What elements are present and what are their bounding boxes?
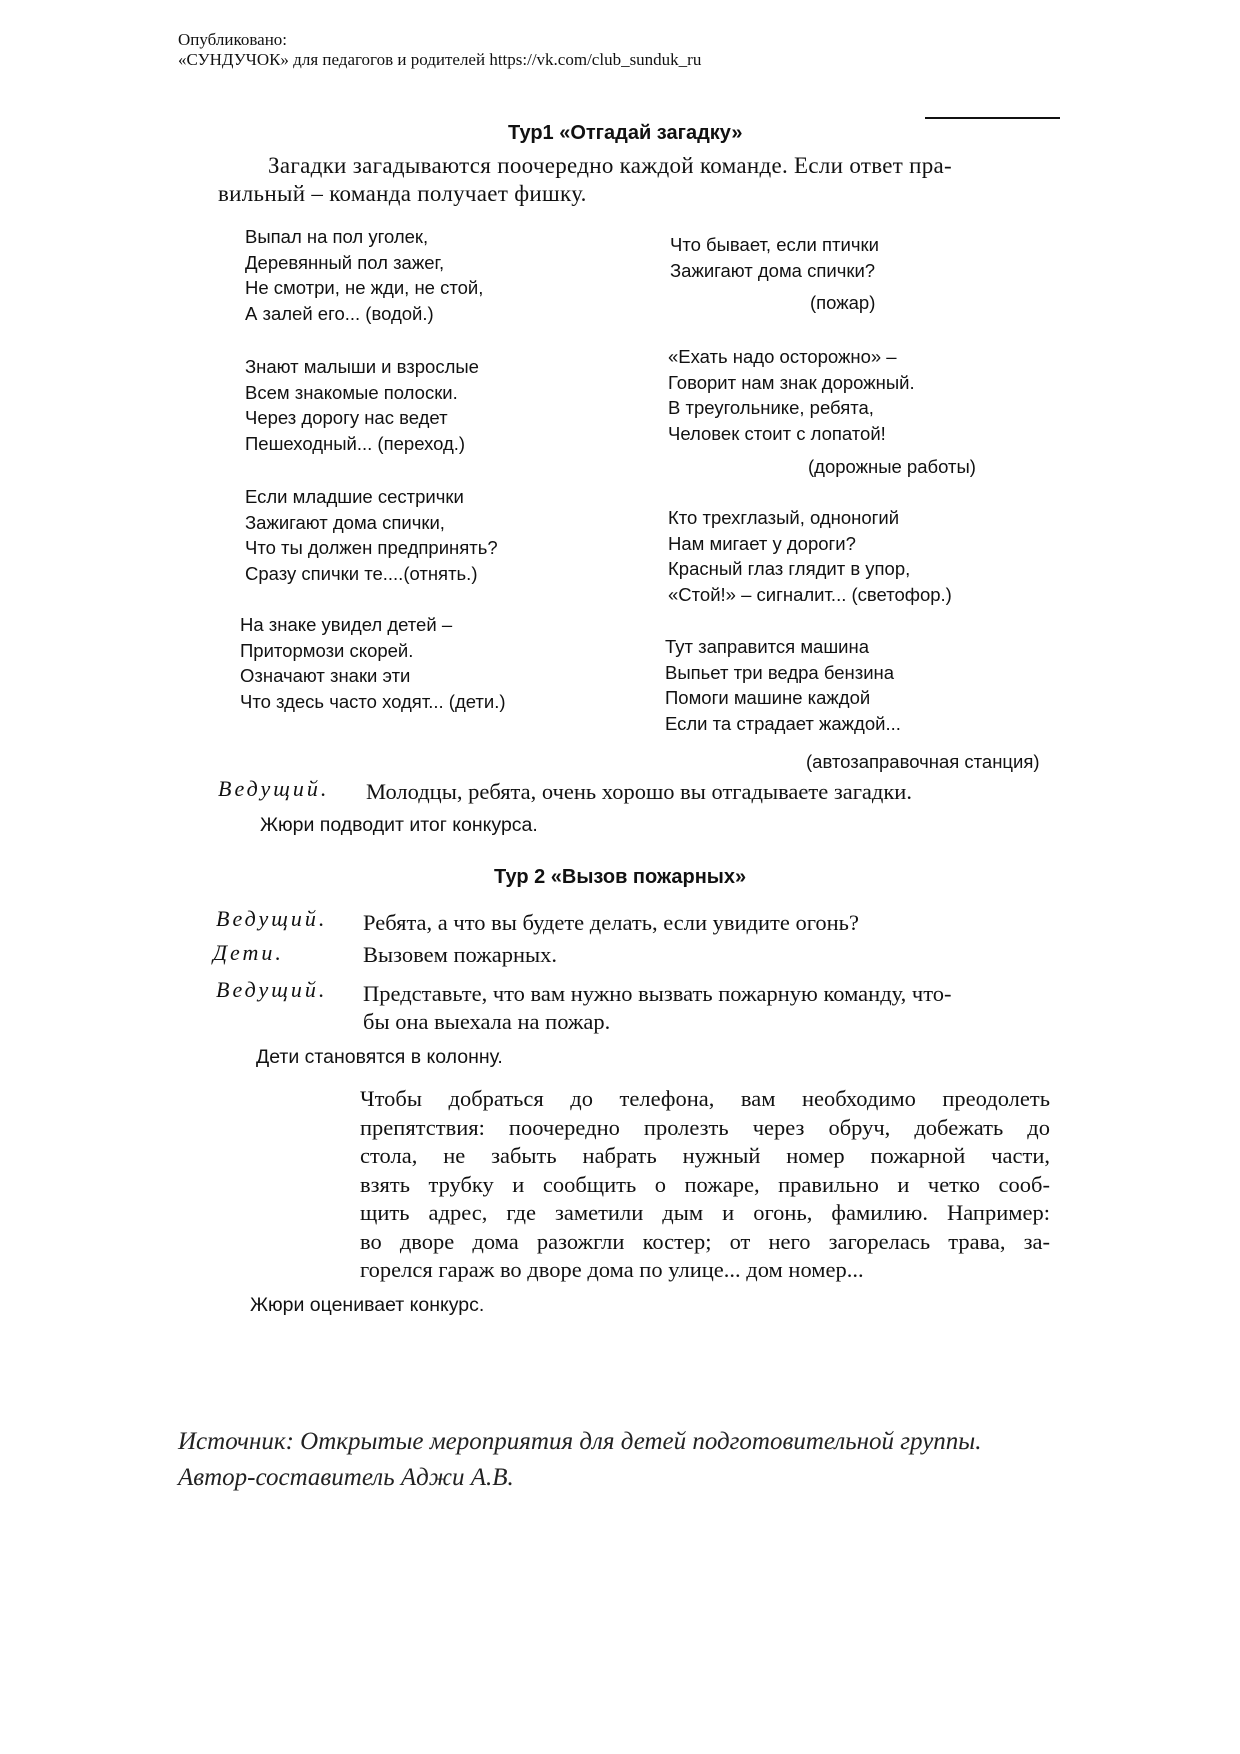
riddle-answer: (дорожные работы) bbox=[808, 456, 976, 477]
riddle-line: Не смотри, не жди, не стой, bbox=[245, 277, 484, 298]
riddle-line: Через дорогу нас ведет bbox=[245, 407, 448, 428]
instruction-line: стола, не забыть набрать нужный номер пожарной части, bbox=[360, 1143, 1050, 1168]
dialogue-line-1: Представьте, что вам нужно вызвать пожарную команду, что- bbox=[363, 981, 952, 1006]
host-line: Молодцы, ребята, очень хорошо вы отгадываете загадки. bbox=[366, 779, 912, 804]
speaker-label: Ведущий. bbox=[216, 906, 328, 931]
riddle-left-1 bbox=[245, 224, 483, 326]
dialogue-line-2: бы она выехала на пожар. bbox=[363, 1009, 611, 1034]
riddle-line: Человек стоит с лопатой! bbox=[668, 422, 886, 444]
source-line: Источник: Открытые мероприятия для детей подготовительной группы. bbox=[178, 1428, 982, 1455]
source-citation bbox=[178, 1424, 982, 1496]
riddle-line: Сразу спички те....(отнять.) bbox=[245, 562, 478, 584]
publisher-line: «СУНДУЧОК» для педагогов и родителей https://vk.com/club_sunduk_ru bbox=[178, 50, 702, 69]
jury-note: Жюри оценивает конкурс. bbox=[250, 1294, 485, 1316]
tour1-title: Тур1 «Отгадай загадку» bbox=[508, 122, 743, 144]
riddle-line: Выпьет три ведра бензина bbox=[665, 661, 895, 683]
riddle-line: Если та страдает жаждой... bbox=[665, 712, 901, 734]
tour1-intro-line2: вильный – команда получает фишку. bbox=[218, 181, 587, 206]
stage-note: Дети становятся в колонну. bbox=[256, 1046, 503, 1068]
dialogue-line: Вызовем пожарных. bbox=[363, 942, 558, 967]
speaker-label: Ведущий. bbox=[216, 977, 328, 1002]
instruction-line: горелся гараж во дворе дома по улице... дом номер... bbox=[360, 1257, 864, 1282]
riddle-line: Притормози скорей. bbox=[240, 639, 414, 661]
riddle-answer: (автозаправочная станция) bbox=[806, 751, 1040, 772]
instruction-line: щить адрес, где заметили дым и огонь, фамилию. Например: bbox=[360, 1200, 1050, 1225]
riddle-left-4 bbox=[240, 612, 506, 714]
riddle-line: Означают знаки эти bbox=[240, 665, 411, 686]
author-line: Автор-составитель Аджи А.В. bbox=[178, 1464, 514, 1491]
riddle-line: Красный глаз глядит в упор, bbox=[668, 558, 911, 579]
riddle-line: Зажигают дома спички, bbox=[245, 511, 445, 533]
tour1-intro-line1: Загадки загадываются поочередно каждой команде. Если ответ пра- bbox=[268, 153, 953, 178]
instruction-line: препятствия: поочередно пролезть через обруч, добежать до bbox=[360, 1114, 1050, 1140]
instructions-paragraph bbox=[360, 1085, 1050, 1285]
publication-header bbox=[178, 30, 701, 70]
published-label: Опубликовано: bbox=[178, 30, 288, 49]
riddle-line: Нам мигает у дороги? bbox=[668, 532, 856, 554]
riddle-line: Кто трехглазый, одноногий bbox=[668, 507, 900, 528]
riddle-line: Что бывает, если птички bbox=[670, 234, 879, 255]
speaker-label: Ведущий. bbox=[218, 776, 330, 801]
riddle-line: Помоги машине каждой bbox=[665, 687, 871, 708]
riddle-line: «Ехать надо осторожно» – bbox=[668, 346, 897, 367]
riddle-line: Пешеходный... (переход.) bbox=[245, 432, 466, 454]
riddle-line: А залей его... (водой.) bbox=[245, 302, 434, 324]
riddle-line: Тут заправится машина bbox=[665, 636, 870, 657]
tour1-intro bbox=[218, 152, 952, 208]
riddle-left-2 bbox=[245, 354, 479, 456]
riddle-line: Что ты должен предпринять? bbox=[245, 537, 498, 558]
riddle-line: Говорит нам знак дорожный. bbox=[668, 371, 915, 393]
riddle-line: Если младшие сестрички bbox=[245, 486, 464, 507]
jury-note: Жюри подводит итог конкурса. bbox=[260, 814, 538, 836]
dialogue-line: Ребята, а что вы будете делать, если увидите огонь? bbox=[363, 910, 859, 935]
riddle-line: Деревянный пол зажег, bbox=[245, 251, 445, 273]
riddle-line: Всем знакомые полоски. bbox=[245, 381, 458, 403]
speaker-label: Дети. bbox=[213, 940, 284, 965]
dialogue-line bbox=[363, 980, 952, 1036]
riddle-right-2 bbox=[668, 344, 915, 446]
riddle-line: «Стой!» – сигналит... (светофор.) bbox=[668, 583, 952, 605]
riddle-line: На знаке увидел детей – bbox=[240, 614, 453, 635]
instruction-line: Чтобы добраться до телефона, вам необходимо преодолеть bbox=[360, 1086, 1050, 1111]
riddle-line: Выпал на пол уголек, bbox=[245, 226, 429, 247]
tour2-title: Тур 2 «Вызов пожарных» bbox=[494, 866, 747, 888]
decorative-rule bbox=[925, 117, 1060, 119]
riddle-answer: (пожар) bbox=[810, 292, 876, 313]
riddle-left-3 bbox=[245, 484, 498, 586]
riddle-line: Знают малыши и взрослые bbox=[245, 356, 479, 377]
instruction-line: взять трубку и сообщить о пожаре, правильно и четко сооб- bbox=[360, 1171, 1050, 1197]
riddle-line: Что здесь часто ходят... (дети.) bbox=[240, 690, 506, 712]
riddle-right-3 bbox=[668, 505, 952, 607]
riddle-line: В треугольнике, ребята, bbox=[668, 397, 874, 418]
riddle-right-1 bbox=[670, 232, 879, 283]
riddle-right-4 bbox=[665, 634, 901, 736]
instruction-line: во дворе дома разожгли костер; от него загорелась трава, за- bbox=[360, 1228, 1050, 1254]
riddle-line: Зажигают дома спички? bbox=[670, 259, 876, 281]
